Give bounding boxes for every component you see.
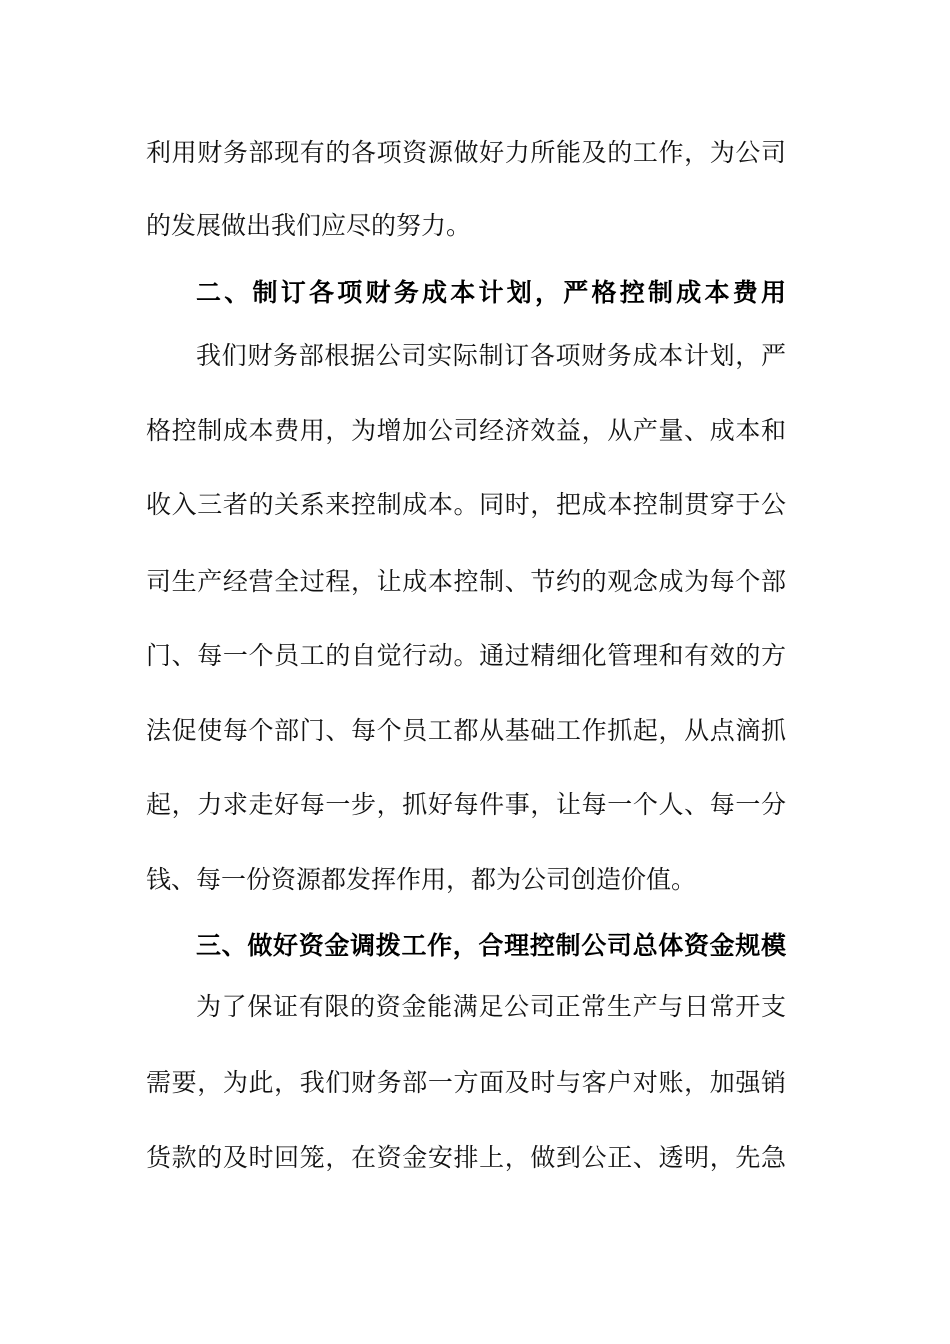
paragraph-line: 需要，为此，我们财务部一方面及时与客户对账，加强销 — [146, 1068, 786, 1097]
section-heading: 二、制订各项财务成本计划，严格控制成本费用 — [196, 278, 786, 307]
paragraph-line: 为了保证有限的资金能满足公司正常生产与日常开支 — [196, 992, 786, 1021]
paragraph-line: 起，力求走好每一步，抓好每件事，让每一个人、每一分 — [146, 790, 786, 819]
paragraph-line: 门、每一个员工的自觉行动。通过精细化管理和有效的方 — [146, 641, 786, 670]
paragraph-line: 司生产经营全过程，让成本控制、节约的观念成为每个部 — [146, 567, 786, 596]
paragraph-line: 货款的及时回笼，在资金安排上，做到公正、透明，先急 — [146, 1143, 786, 1172]
paragraph-line: 利用财务部现有的各项资源做好力所能及的工作，为公司 — [146, 138, 786, 167]
paragraph-line: 格控制成本费用，为增加公司经济效益，从产量、成本和 — [146, 416, 786, 445]
section-heading: 三、做好资金调拨工作，合理控制公司总体资金规模 — [196, 931, 786, 960]
paragraph-line: 法促使每个部门、每个员工都从基础工作抓起，从点滴抓 — [146, 716, 786, 745]
paragraph-line: 的发展做出我们应尽的努力。 — [146, 211, 472, 240]
paragraph-line: 收入三者的关系来控制成本。同时，把成本控制贯穿于公 — [146, 490, 786, 519]
paragraph-line: 我们财务部根据公司实际制订各项财务成本计划，严 — [196, 341, 786, 370]
paragraph-line: 钱、每一份资源都发挥作用，都为公司创造价值。 — [146, 865, 697, 894]
